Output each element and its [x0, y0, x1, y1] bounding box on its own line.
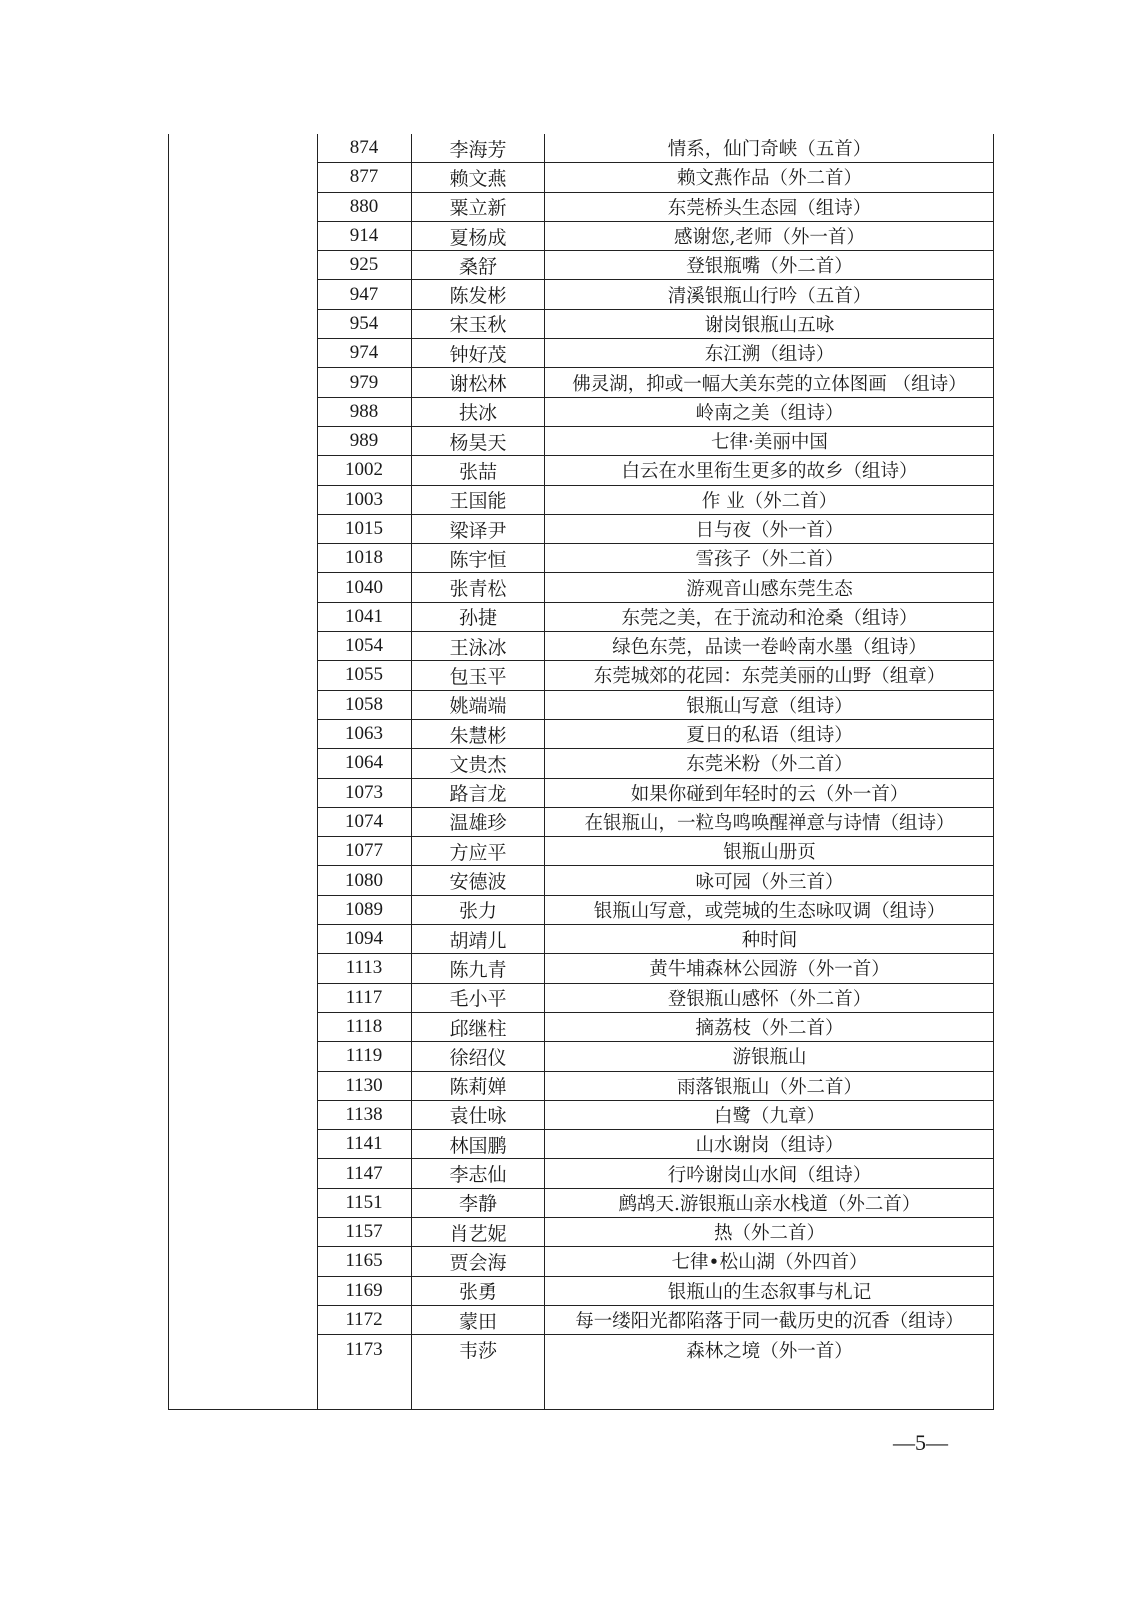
- entry-title: 游银瓶山: [732, 1047, 807, 1069]
- table-row: [317, 1159, 994, 1188]
- entry-author: 包玉平: [449, 665, 507, 688]
- entry-id: 1058: [345, 693, 383, 715]
- entry-author: 朱慧彬: [449, 724, 507, 747]
- table-row: [317, 310, 994, 339]
- entry-author: 夏杨成: [449, 226, 507, 249]
- table-row: [317, 134, 994, 163]
- entry-title: 白云在水里衔生更多的故乡（组诗）: [621, 461, 918, 483]
- entry-author: 谢松林: [449, 373, 507, 396]
- entry-title: 白鹭（九章）: [713, 1105, 825, 1127]
- entry-author: 王泳冰: [449, 636, 507, 659]
- entry-id: 1064: [345, 752, 383, 774]
- entry-title: 东莞桥头生态园（组诗）: [667, 197, 872, 219]
- entry-author: 赖文燕: [449, 167, 507, 190]
- entry-title: 银瓶山写意（组诗）: [686, 695, 853, 717]
- table-row: [317, 1277, 994, 1306]
- entry-id: 1002: [345, 459, 383, 481]
- entry-title: 东莞之美，在于流动和沧桑（组诗）: [621, 607, 918, 629]
- table-row: [317, 1218, 994, 1247]
- entry-id: 947: [349, 283, 379, 305]
- entry-title: 鹧鸪天.游银瓶山亲水栈道（外二首）: [618, 1193, 921, 1215]
- table-row: [317, 1247, 994, 1276]
- entry-author: 李志仙: [449, 1164, 507, 1187]
- entry-title: 七律·美丽中国: [711, 432, 828, 454]
- table-row: [317, 925, 994, 954]
- entry-id: 1119: [345, 1045, 383, 1067]
- entry-author: 李海芳: [449, 138, 507, 161]
- entry-title: 东江溯（组诗）: [704, 344, 835, 366]
- entry-title: 游观音山感东莞生态: [686, 578, 853, 600]
- entry-id: 1138: [345, 1103, 383, 1125]
- page-number: —5—: [893, 1430, 948, 1455]
- entry-title: 雪孩子（外二首）: [695, 549, 844, 571]
- entry-id: 1003: [345, 488, 383, 510]
- table-row: [317, 339, 994, 368]
- table-row: [317, 427, 994, 456]
- table-row: [317, 954, 994, 983]
- entry-title: 每一缕阳光都陷落于同一截历史的沉香（组诗）: [575, 1311, 964, 1333]
- table-row: [317, 1101, 994, 1130]
- entry-id: 1117: [345, 986, 383, 1008]
- entries-table: [168, 134, 994, 1410]
- entry-author: 林国鹏: [449, 1134, 507, 1157]
- entry-id: 989: [349, 430, 379, 452]
- entry-id: 1055: [345, 664, 383, 686]
- table-row: [317, 603, 994, 632]
- entry-author: 钟好茂: [449, 343, 507, 366]
- table-row: [317, 779, 994, 808]
- entry-title: 登银瓶嘴（外二首）: [686, 256, 853, 278]
- entry-title: 作 业（外二首）: [701, 490, 838, 512]
- entry-author: 胡靖儿: [449, 929, 507, 952]
- entry-title: 山水谢岗（组诗）: [695, 1135, 844, 1157]
- table-row: [317, 984, 994, 1013]
- entry-id: 1094: [345, 928, 383, 950]
- table-row: [317, 661, 994, 690]
- entry-title: 感谢您,老师（外一首）: [674, 227, 865, 249]
- entry-author: 桑舒: [458, 255, 497, 278]
- entry-id: 979: [349, 371, 379, 393]
- entry-id: 1089: [345, 898, 383, 920]
- table-row: [317, 280, 994, 309]
- table-border-left: [168, 134, 169, 1410]
- table-row: [317, 251, 994, 280]
- table-row: [317, 691, 994, 720]
- table-row: [317, 573, 994, 602]
- entry-title: 夏日的私语（组诗）: [686, 725, 853, 747]
- entry-title: 在银瓶山，一粒鸟鸣唤醒禅意与诗情（组诗）: [584, 812, 955, 834]
- table-row: [317, 1130, 994, 1159]
- entry-id: 1118: [345, 1016, 383, 1038]
- entry-id: 877: [349, 166, 379, 188]
- entry-author: 张喆: [458, 460, 497, 483]
- entry-id: 1172: [345, 1309, 383, 1331]
- entry-id: 1080: [345, 869, 383, 891]
- entry-title: 登银瓶山感怀（外二首）: [667, 988, 872, 1010]
- table-row: [317, 193, 994, 222]
- table-row: [317, 222, 994, 251]
- table-row: [317, 1013, 994, 1042]
- table-row: [317, 1189, 994, 1218]
- entry-id: 914: [349, 225, 379, 247]
- entry-author: 陈九青: [449, 958, 507, 981]
- table-row: [317, 837, 994, 866]
- table-row: [317, 808, 994, 837]
- entry-author: 粟立新: [449, 197, 507, 220]
- entry-author: 方应平: [449, 841, 507, 864]
- entry-author: 宋玉秋: [449, 314, 507, 337]
- table-row: [317, 368, 994, 397]
- entry-id: 1054: [345, 635, 383, 657]
- table-row: [317, 163, 994, 192]
- entry-title: 情系，仙门奇峡（五首）: [667, 139, 872, 161]
- entry-author: 陈发彬: [449, 285, 507, 308]
- entry-title: 种时间: [741, 930, 798, 952]
- entry-title: 赖文燕作品（外二首）: [676, 168, 862, 190]
- entry-title: 如果你碰到年轻时的云（外一首）: [630, 783, 909, 805]
- entry-id: 954: [349, 312, 379, 334]
- entry-title: 摘荔枝（外二首）: [695, 1018, 844, 1040]
- entry-author: 文贵杰: [449, 753, 507, 776]
- entry-id: 1173: [345, 1338, 383, 1360]
- entry-id: 880: [349, 195, 379, 217]
- table-row: [317, 632, 994, 661]
- entry-author: 陈宇恒: [449, 548, 507, 571]
- entry-author: 张力: [458, 900, 497, 923]
- entry-id: 1165: [345, 1250, 383, 1272]
- table-row: [317, 1306, 994, 1335]
- entry-title: 岭南之美（组诗）: [695, 402, 844, 424]
- table-row: [317, 515, 994, 544]
- entry-author: 梁译尹: [449, 519, 507, 542]
- entry-id: 1015: [345, 518, 383, 539]
- entry-title: 热（外二首）: [713, 1223, 825, 1245]
- table-row: [317, 456, 994, 485]
- entry-id: 1040: [345, 576, 383, 598]
- entry-title: 谢岗银瓶山五咏: [704, 314, 835, 336]
- entry-id: 1147: [345, 1162, 383, 1184]
- entry-title: 绿色东莞，品读一卷岭南水墨（组诗）: [612, 637, 927, 659]
- table-row: [317, 1042, 994, 1071]
- entry-title: 银瓶山写意，或莞城的生态咏叹调（组诗）: [593, 900, 946, 922]
- entry-title: 黄牛埔森林公园游（外一首）: [649, 959, 890, 981]
- table-row: [317, 1335, 994, 1364]
- entry-id: 1077: [345, 840, 383, 862]
- entry-title: 日与夜（外一首）: [695, 520, 844, 541]
- entry-title: 银瓶山的生态叙事与札记: [667, 1281, 872, 1303]
- entry-title: 行吟谢岗山水间（组诗）: [667, 1164, 872, 1186]
- entry-author: 邱继柱: [449, 1017, 507, 1040]
- entry-id: 1041: [345, 605, 383, 627]
- table-row: [317, 544, 994, 573]
- entry-id: 1018: [345, 547, 383, 569]
- entry-id: 1073: [345, 781, 383, 803]
- entry-author: 毛小平: [449, 988, 507, 1011]
- entry-id: 1113: [345, 957, 383, 979]
- entry-id: 1141: [345, 1133, 383, 1155]
- entry-author: 蒙田: [458, 1310, 497, 1333]
- entry-author: 安德波: [449, 871, 507, 894]
- table-row: [317, 896, 994, 925]
- entry-author: 韦莎: [458, 1340, 497, 1363]
- entry-id: 1063: [345, 723, 383, 745]
- table-row: [317, 1072, 994, 1101]
- entry-author: 孙捷: [458, 607, 497, 630]
- entry-title: 雨落银瓶山（外二首）: [676, 1076, 862, 1098]
- entry-author: 王国能: [449, 490, 507, 513]
- entry-title: 佛灵湖，抑或一幅大美东莞的立体图画 （组诗）: [572, 373, 967, 395]
- entry-id: 988: [349, 400, 379, 422]
- entry-title: 银瓶山册页: [723, 842, 816, 864]
- entry-author: 路言龙: [449, 783, 507, 806]
- entry-id: 925: [349, 254, 379, 276]
- table-row: [317, 486, 994, 515]
- entry-author: 陈莉婵: [449, 1076, 507, 1099]
- entry-author: 肖艺妮: [449, 1222, 507, 1245]
- table-row: [317, 749, 994, 778]
- entry-title: 东莞米粉（外二首）: [686, 754, 853, 776]
- entry-author: 徐绍仪: [449, 1046, 507, 1069]
- entry-id: 974: [349, 342, 379, 364]
- entry-author: 温雄珍: [449, 812, 507, 835]
- entry-id: 874: [349, 137, 379, 159]
- entry-author: 张勇: [458, 1281, 497, 1304]
- entry-id: 1157: [345, 1221, 383, 1243]
- table-row: [317, 720, 994, 749]
- entry-id: 1130: [345, 1074, 383, 1096]
- entry-author: 姚端端: [449, 695, 507, 718]
- entry-id: 1074: [345, 810, 383, 832]
- entry-id: 1169: [345, 1279, 383, 1301]
- table-body: [317, 134, 994, 1364]
- entry-author: 贾会海: [449, 1251, 507, 1274]
- table-row: [317, 398, 994, 427]
- entry-author: 张青松: [449, 578, 507, 601]
- entry-title: 咏可园（外三首）: [695, 871, 844, 893]
- entry-author: 李静: [458, 1193, 497, 1216]
- entry-title: 清溪银瓶山行吟（五首）: [667, 285, 872, 307]
- entry-id: 1151: [345, 1191, 383, 1213]
- entry-author: 杨昊天: [449, 431, 507, 454]
- table-row: [317, 866, 994, 895]
- entry-author: 袁仕咏: [449, 1105, 507, 1128]
- entry-author: 扶冰: [458, 402, 497, 425]
- entry-title: 七律•松山湖（外四首）: [671, 1252, 868, 1274]
- entry-title: 东莞城郊的花园：东莞美丽的山野（组章）: [593, 666, 946, 688]
- entry-title: 森林之境（外一首）: [686, 1340, 853, 1362]
- table-border-bottom: [168, 1409, 994, 1410]
